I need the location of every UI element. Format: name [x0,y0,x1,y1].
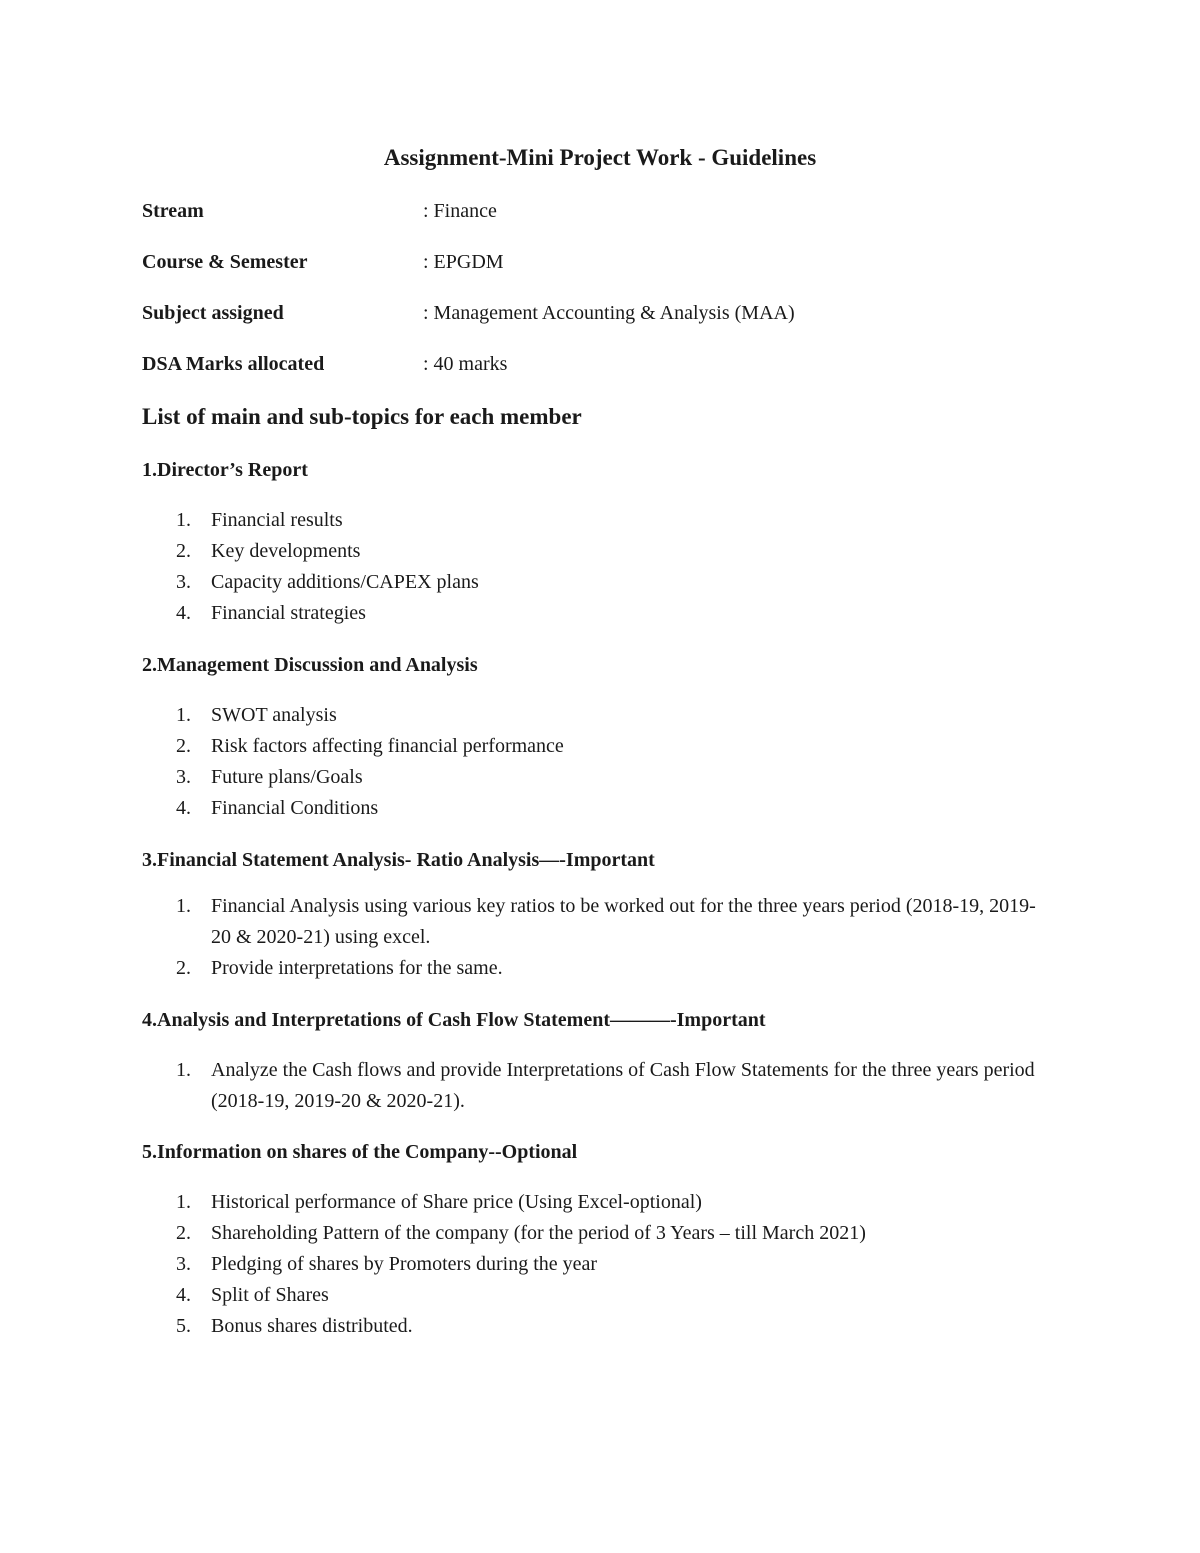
item-text: Bonus shares distributed. [211,1315,413,1337]
meta-value: : 40 marks [423,353,508,375]
item-number: 2. [176,735,191,757]
item-text: Key developments [211,540,361,562]
list-item [142,700,1042,731]
section-1-list [142,505,1042,629]
list-item [142,762,1042,793]
item-text: Split of Shares [211,1284,329,1306]
topics-heading: List of main and sub-topics for each member [142,404,582,429]
list-item [142,731,1042,762]
item-number: 2. [176,540,191,562]
document-title: Assignment-Mini Project Work - Guidelines [383,145,817,170]
section-5-list [142,1187,1042,1342]
item-text: Analyze the Cash flows and provide Interpretations of Cash Flow Statements for the three years period (2018-19, 2019-20 & 2020-21). [211,1059,1035,1112]
item-text: Financial results [211,509,343,531]
meta-row-subject [142,299,1042,327]
section-2-list [142,700,1042,824]
item-text: Capacity additions/CAPEX plans [211,571,479,593]
list-item [142,567,1042,598]
meta-row-course [142,248,1042,276]
item-number: 2. [176,1222,191,1244]
meta-row-stream [142,197,1042,225]
item-number: 1. [176,704,191,726]
list-item [142,1249,1042,1280]
list-item [142,1218,1042,1249]
list-item [142,793,1042,824]
item-number: 4. [176,797,191,819]
item-number: 4. [176,602,191,624]
item-number: 1. [176,509,191,531]
section-heading: 1.Director’s Report [142,459,308,481]
item-number: 3. [176,766,191,788]
section-3-list [142,891,1042,984]
item-text: Financial Analysis using various key ratios to be worked out for the three years period (2018-19, 2019-20 & 2020-21) using excel. [211,895,1036,948]
meta-label: Subject assigned [142,302,284,324]
item-number: 1. [176,1191,191,1213]
item-number: 3. [176,571,191,593]
item-text: Future plans/Goals [211,766,363,788]
list-item [142,1187,1042,1218]
list-item [142,891,1042,953]
meta-label: DSA Marks allocated [142,353,325,375]
list-item [142,953,1042,984]
section-heading: 4.Analysis and Interpretations of Cash Flow Statement———-Important [142,1009,766,1031]
item-text: Pledging of shares by Promoters during the year [211,1253,598,1275]
item-text: Historical performance of Share price (Using Excel-optional) [211,1191,702,1213]
item-number: 4. [176,1284,191,1306]
meta-label: Stream [142,200,204,222]
item-text: Provide interpretations for the same. [211,957,503,979]
item-text: Financial strategies [211,602,366,624]
meta-value: : Finance [423,200,497,222]
item-text: Shareholding Pattern of the company (for the period of 3 Years – till March 2021) [211,1222,866,1244]
item-number: 1. [176,895,191,917]
item-text: Financial Conditions [211,797,379,819]
item-text: SWOT analysis [211,704,337,726]
meta-value: : Management Accounting & Analysis (MAA) [423,302,795,324]
list-item [142,505,1042,536]
meta-row-marks [142,350,1042,378]
meta-value: : EPGDM [423,251,504,273]
item-number: 5. [176,1315,191,1337]
meta-label: Course & Semester [142,251,308,273]
list-item [142,1055,1042,1117]
section-heading: 2.Management Discussion and Analysis [142,654,478,676]
section-heading: 5.Information on shares of the Company--Optional [142,1141,578,1163]
list-item [142,598,1042,629]
item-number: 3. [176,1253,191,1275]
section-4-list [142,1055,1042,1117]
section-heading: 3.Financial Statement Analysis- Ratio Analysis—-Important [142,849,655,871]
list-item [142,1280,1042,1311]
item-text: Risk factors affecting financial performance [211,735,564,757]
item-number: 2. [176,957,191,979]
list-item [142,1311,1042,1342]
item-number: 1. [176,1059,191,1081]
list-item [142,536,1042,567]
